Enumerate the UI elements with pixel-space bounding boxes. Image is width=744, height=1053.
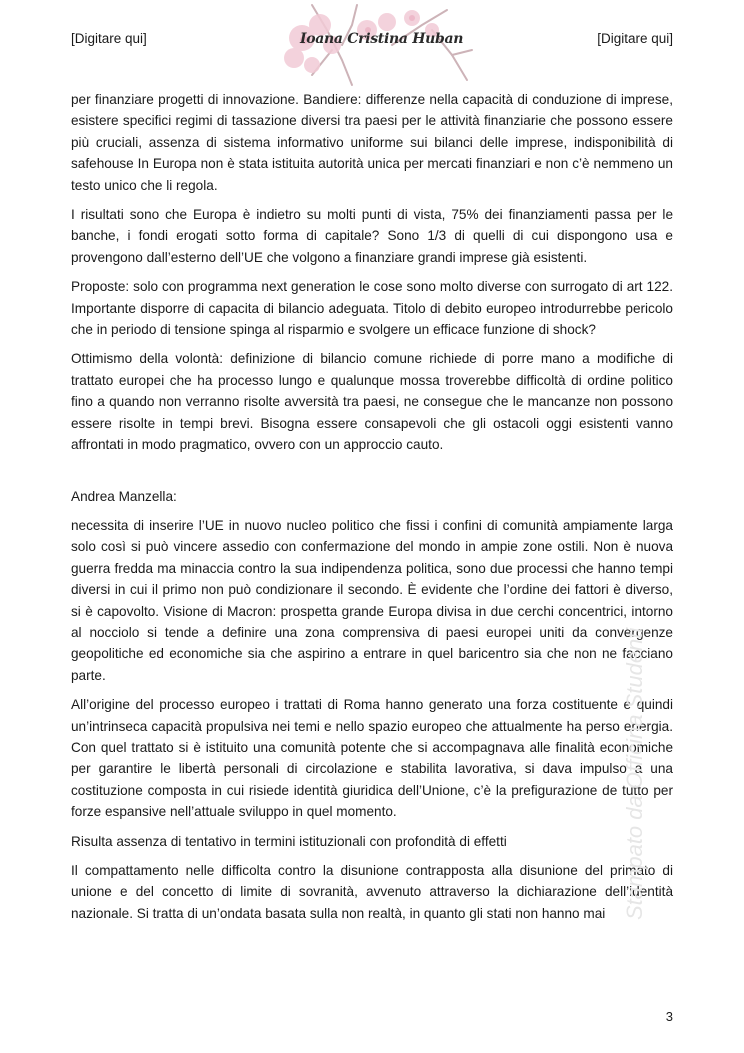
paragraph: Proposte: solo con programma next generation le cose sono molto diverse con surrogato di art 122. Importante disporre di capacita di bilancio adeguata. Titolo di debito europeo introdurrebbe pericolo che in periodo di tensione spinga al risparmio e svolgere un efficace funzione di shock?	[71, 279, 673, 338]
paragraph: Risulta assenza di tentativo in termini istituzionali con profondità di effetti	[71, 833, 507, 849]
paragraph: per finanziare progetti di innovazione. Bandiere: differenze nella capacità di conduzione di imprese, esistere specifici regimi di tassazione diversi tra paesi per le attività finanziarie che possono essere più cruciali, assenza di sistema informativo uniforme sui bilanci delle imprese, indisponibilità di safehouse In Europa non è stata istituita autorità unica per mercati finanziari e non c’è nemmeno un testo unico che li regola.	[71, 92, 673, 193]
page-number: 3	[665, 1009, 673, 1024]
paragraph: I risultati sono che Europa è indietro su molti punti di vista, 75% dei finanziamenti passa per le banche, i fondi erogati sotto forma di capitale? Sono 1/3 di quelli di cui dispongono usa e provengono dall’esterno dell’UE che volgono a finanziare grandi imprese già esistenti.	[71, 207, 673, 265]
paragraph: All’origine del processo europeo i trattati di Roma hanno generato una forza costituente e quindi un’intrinseca capacità propulsiva nei temi e nello spazio europeo che attualmente ha perso energia. Con quel trattato si è istituito una comunità potente che si accompagnava alle finalità economiche per garantire le libertà personali di circolazione e stabilita lavorativa, si dava impulso a una costituzione composta in cui risiede identità giuridica dell’Unione, c’è la prefigurazione de tutto per forze espansive nell’attuale sviluppo in quel momento.	[71, 697, 673, 820]
paragraph: necessita di inserire l’UE in nuovo nucleo politico che fissi i confini di comunità ampiamente larga solo così si può vincere assedio con confermazione del mondo in ampie zone ostili. Non è nuova guerra fredda ma minaccia contro la sua indipendenza politica, sono due processi che hanno tempi diversi in cui il primo non può condizionare il secondo. È evidente che l’ordine dei fattori è diverso, si è capovolto. Visione di Macron: prospetta grande Europa divisa in due cerchi concentrici, intorno al nocciolo si tende a definire una zona comprensiva di paesi europei uniti da convergenze geopolitiche ed economiche sia che aspirino a entrare in quel baricentro sia che non ne facciano parte.	[71, 517, 673, 683]
header-left-placeholder: [Digitare qui]	[71, 31, 147, 46]
header-author-name: Ioana Cristina Huban	[300, 31, 464, 47]
paragraph: Ottimismo della volontà: definizione di bilancio comune richiede di porre mano a modifiche di trattato europei che ha processo lungo e qualunque mossa troverebbe difficoltà di ordine politico fino a quando non verranno risolte avversità tra paesi, ne consegue che le mancanze non possono essere risolte in tempi brevi. Bisogna essere consapevoli che gli ostacoli oggi esistenti vanno affrontati in modo pragmatico, ovvero con un approccio cauto.	[71, 351, 673, 453]
watermark: Stampato da Officina Studenti	[622, 627, 647, 920]
paragraph: Il compattamento nelle difficolta contro la disunione contrapposta alla disunione del primato di unione e del concetto di limite di sovranità, avvenuto attraverso la dichiarazione dell’identità nazionale. Si tratta di un’ondata basata sulla non realtà, in quanto gli stati non hanno mai	[71, 863, 673, 921]
header-right-placeholder: [Digitare qui]	[597, 31, 673, 46]
page-header	[0, 0, 744, 90]
document-body	[71, 89, 673, 932]
section-heading: Andrea Manzella:	[71, 488, 177, 504]
